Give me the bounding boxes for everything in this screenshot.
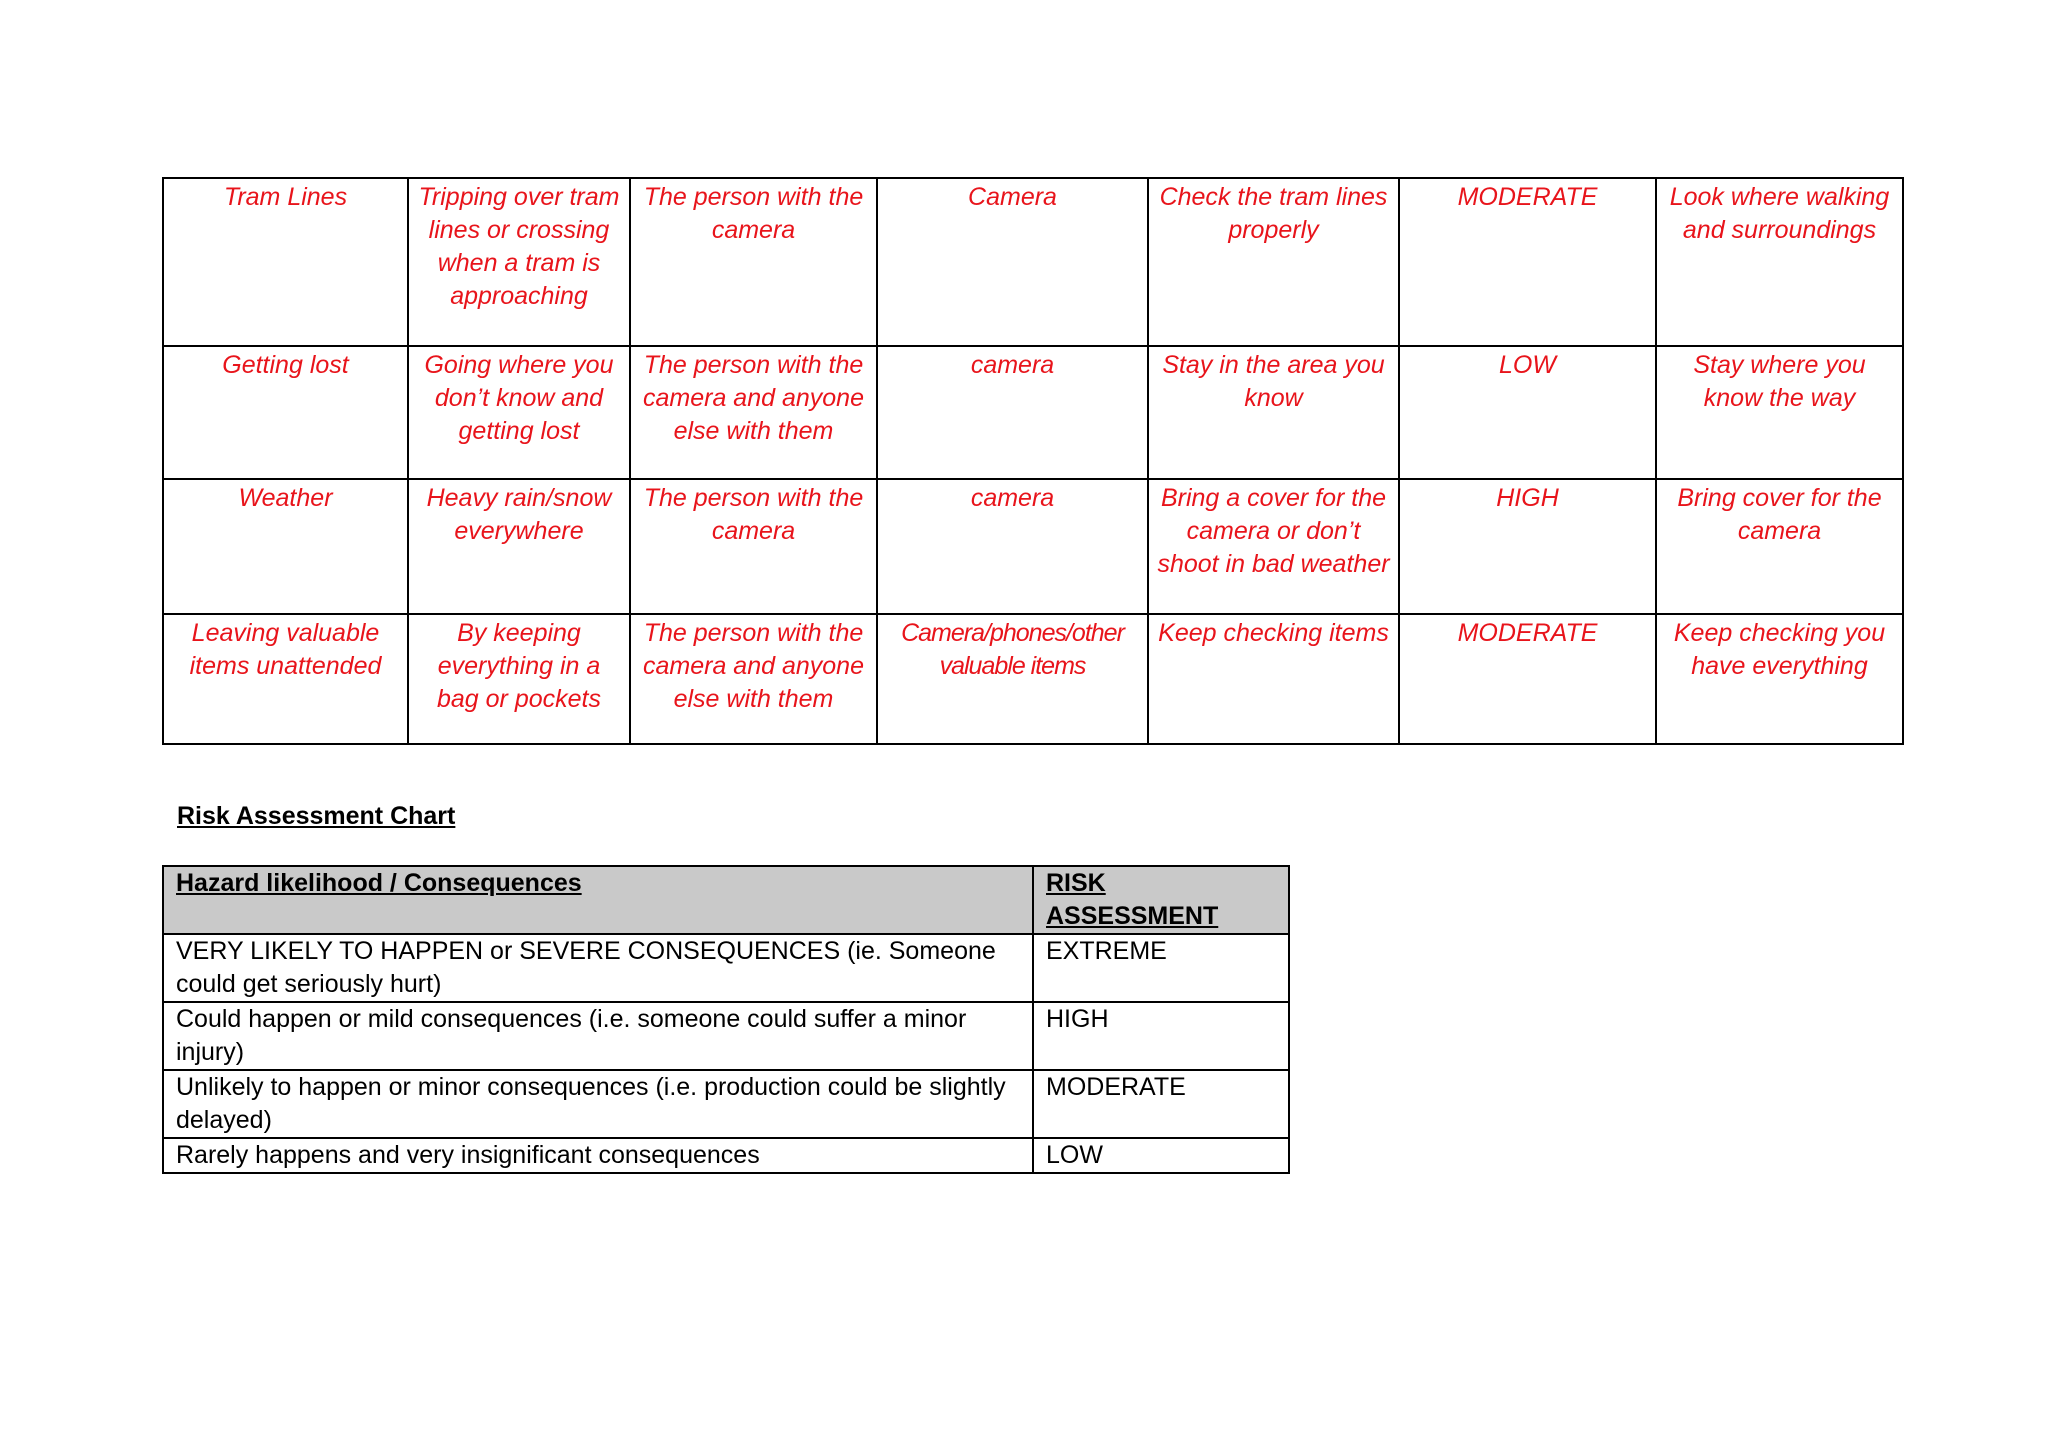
risk-level-cell: MODERATE (1399, 614, 1656, 744)
hazard-cell: Leaving valuable items unattended (163, 614, 408, 744)
likelihood-header: Hazard likelihood / Consequences (163, 866, 1033, 934)
action-cell: Bring cover for the camera (1656, 479, 1903, 614)
cause-cell: By keeping everything in a bag or pockets (408, 614, 630, 744)
precaution-cell: Keep checking items (1148, 614, 1399, 744)
risk-level-cell: MODERATE (1399, 178, 1656, 346)
equipment-cell: camera (877, 479, 1148, 614)
cause-cell: Tripping over tram lines or crossing when a tram is approaching (408, 178, 630, 346)
assessment-cell: MODERATE (1033, 1070, 1289, 1138)
table-row (163, 614, 1903, 744)
risk-assessment-header: RISK ASSESSMENT (1033, 866, 1289, 934)
likelihood-cell: Rarely happens and very insignificant consequences (163, 1138, 1033, 1173)
precaution-cell: Stay in the area you know (1148, 346, 1399, 479)
likelihood-cell: Unlikely to happen or minor consequences (i.e. production could be slightly delayed) (163, 1070, 1033, 1138)
risk-assessment-chart (162, 865, 1290, 1174)
who-at-risk-cell: The person with the camera (630, 479, 877, 614)
legend-row (163, 1070, 1289, 1138)
hazard-cell: Tram Lines (163, 178, 408, 346)
equipment-cell: Camera/phones/other valuable items (877, 614, 1148, 744)
precaution-cell: Bring a cover for the camera or don’t shoot in bad weather (1148, 479, 1399, 614)
legend-row (163, 1002, 1289, 1070)
action-cell: Keep checking you have everything (1656, 614, 1903, 744)
who-at-risk-cell: The person with the camera (630, 178, 877, 346)
assessment-cell: HIGH (1033, 1002, 1289, 1070)
equipment-cell: Camera (877, 178, 1148, 346)
who-at-risk-cell: The person with the camera and anyone else with them (630, 614, 877, 744)
legend-row (163, 934, 1289, 1002)
assessment-cell: EXTREME (1033, 934, 1289, 1002)
precaution-cell: Check the tram lines properly (1148, 178, 1399, 346)
likelihood-cell: Could happen or mild consequences (i.e. someone could suffer a minor injury) (163, 1002, 1033, 1070)
risk-table (162, 177, 1904, 745)
action-cell: Stay where you know the way (1656, 346, 1903, 479)
risk-level-cell: LOW (1399, 346, 1656, 479)
hazard-cell: Weather (163, 479, 408, 614)
chart-heading: Risk Assessment Chart (177, 802, 456, 830)
hazard-cell: Getting lost (163, 346, 408, 479)
likelihood-cell: VERY LIKELY TO HAPPEN or SEVERE CONSEQUENCES (ie. Someone could get seriously hurt) (163, 934, 1033, 1002)
legend-row (163, 1138, 1289, 1173)
table-row (163, 178, 1903, 346)
cause-cell: Going where you don’t know and getting lost (408, 346, 630, 479)
risk-level-cell: HIGH (1399, 479, 1656, 614)
legend-header-row (163, 866, 1289, 934)
equipment-cell: camera (877, 346, 1148, 479)
cause-cell: Heavy rain/snow everywhere (408, 479, 630, 614)
assessment-cell: LOW (1033, 1138, 1289, 1173)
who-at-risk-cell: The person with the camera and anyone else with them (630, 346, 877, 479)
table-row (163, 346, 1903, 479)
table-row (163, 479, 1903, 614)
action-cell: Look where walking and surroundings (1656, 178, 1903, 346)
